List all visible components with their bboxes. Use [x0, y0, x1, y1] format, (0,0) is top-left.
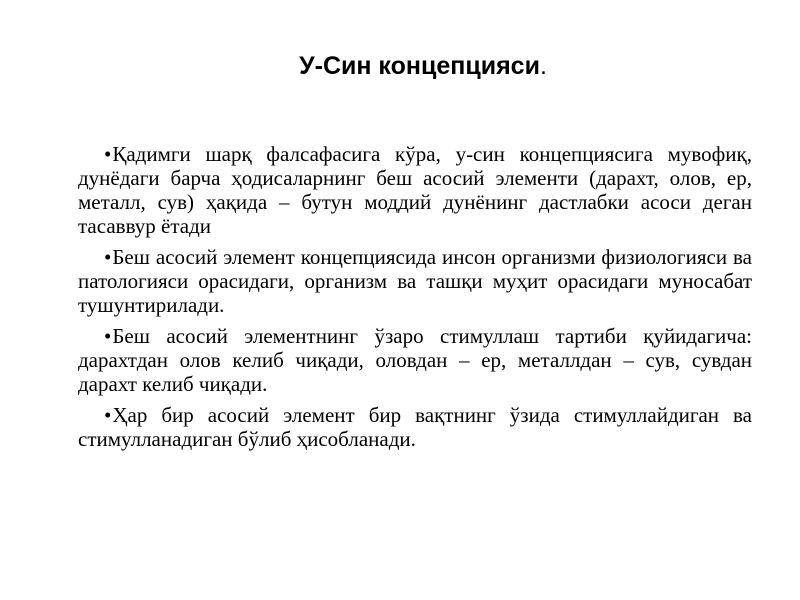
- bullet-item: [78, 142, 752, 238]
- bullet-text: Беш асосий элемент концепциясида инсон организми физиологияси ва патологияси орасидаги, организм ва ташқи муҳит орасидаги муносабат тушунтирилади.: [78, 245, 752, 317]
- bullet-item: [78, 324, 752, 396]
- bullet-mark: •: [104, 245, 112, 269]
- bullet-text: Ҳар бир асосий элемент бир вақтнинг ўзида стимуллайдиган ва стимулланадиган бўлиб ҳисобланади.: [78, 403, 752, 451]
- slide-title-text: У-Син концепцияси: [299, 52, 540, 80]
- bullet-item: [78, 245, 752, 317]
- bullet-mark: •: [104, 403, 112, 427]
- bullet-text: Қадимги шарқ фалсафасига кўра, у-син концепциясига мувофиқ, дунёдаги барча ҳодисаларнинг беш асосий элементи (дарахт, олов, ер, металл, сув) ҳақида – бутун моддий дунёнинг дастлабки асоси деган тасаввур ётади: [78, 142, 752, 238]
- bullet-item: [78, 403, 752, 451]
- bullet-mark: •: [104, 324, 112, 348]
- slide-title-period: .: [539, 52, 547, 80]
- bullet-text: Беш асосий элементнинг ўзаро стимуллаш тартиби қуйидагича: дарахтдан олов келиб чиқади, оловдан – ер, металлдан – сув, сувдан дарахт келиб чиқади.: [78, 324, 752, 396]
- bullet-mark: •: [104, 142, 112, 166]
- bullet-list: [78, 142, 752, 458]
- slide-title: [0, 52, 800, 81]
